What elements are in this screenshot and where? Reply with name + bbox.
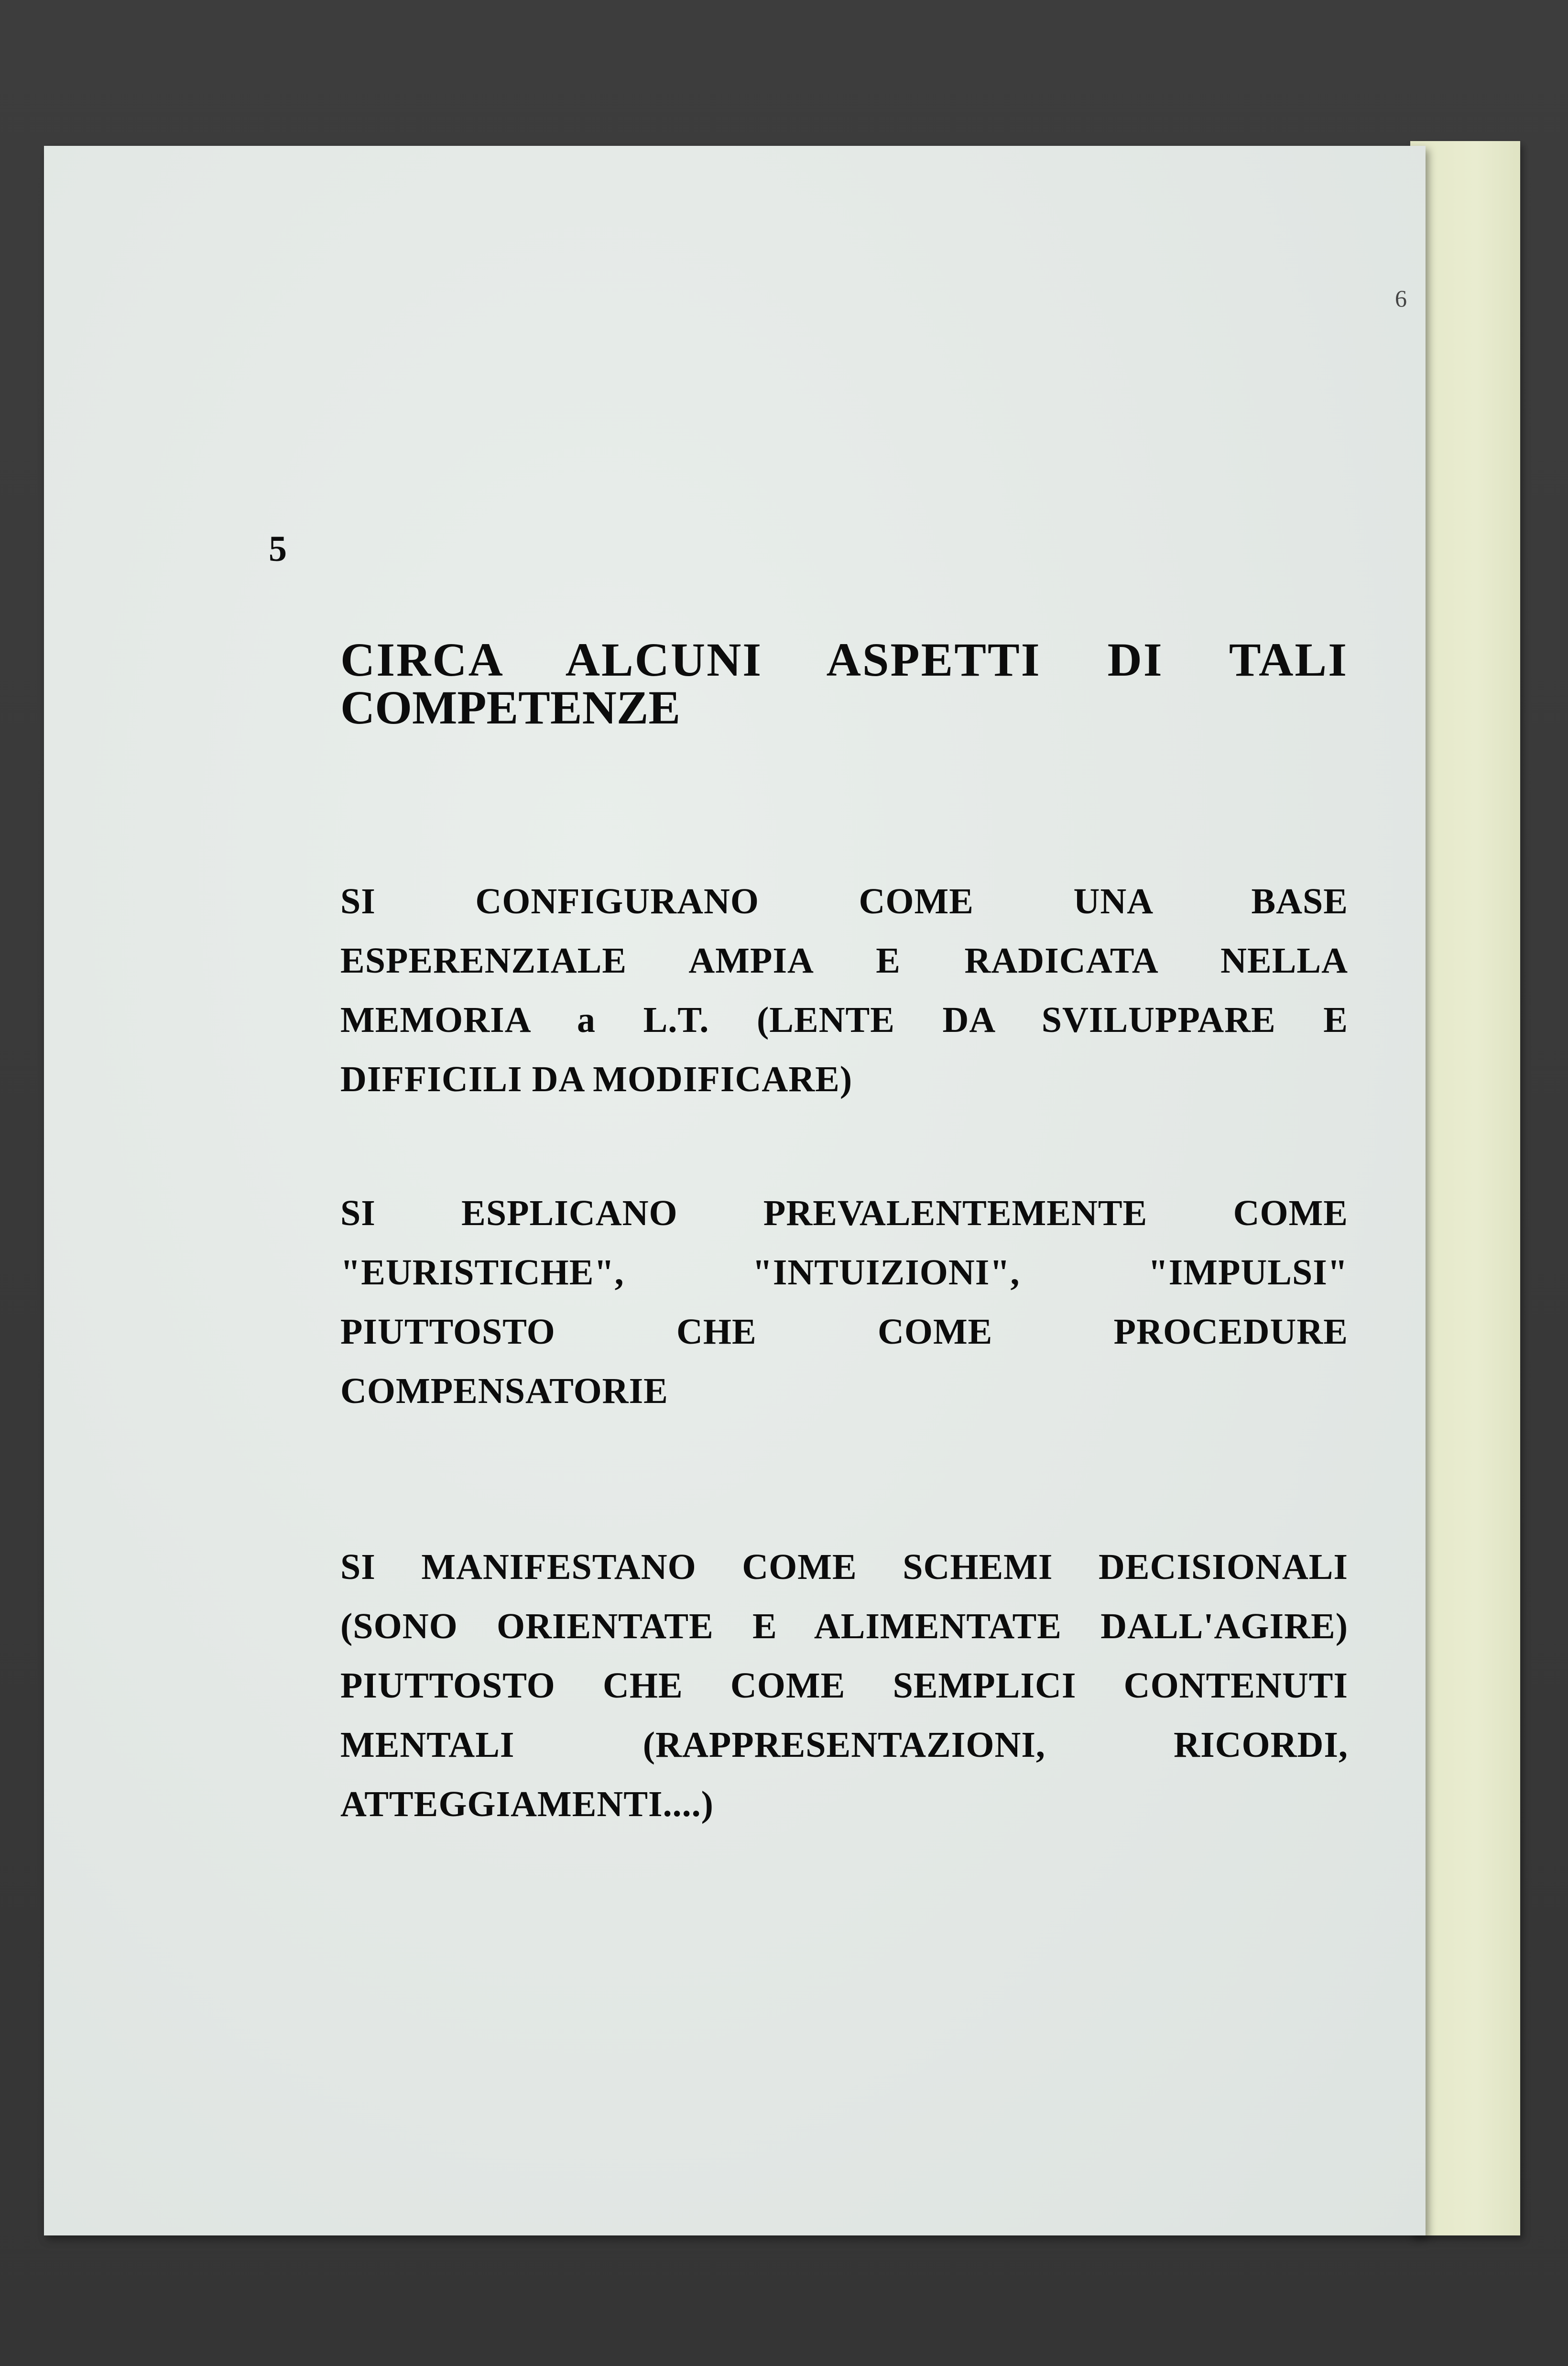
paragraph-line: COMPENSATORIE bbox=[340, 1371, 668, 1411]
paragraph-esplicano bbox=[340, 1183, 1348, 1421]
title-line: COMPETENZE bbox=[340, 681, 681, 734]
underlying-yellow-sheet bbox=[1410, 141, 1520, 2235]
paragraph-line: SI MANIFESTANO COME SCHEMI DECISIONALI bbox=[340, 1547, 1348, 1587]
page-corner-number: 6 bbox=[1395, 285, 1407, 312]
paragraph-line: ESPERENZIALE AMPIA E RADICATA NELLA bbox=[340, 941, 1348, 981]
paragraph-line: (SONO ORIENTATE E ALIMENTATE DALL'AGIRE) bbox=[340, 1606, 1348, 1646]
section-title bbox=[340, 633, 1348, 734]
paragraph-line: DIFFICILI DA MODIFICARE) bbox=[340, 1059, 853, 1099]
paragraph-line: "EURISTICHE", "INTUIZIONI", "IMPULSI" bbox=[340, 1252, 1348, 1293]
paragraph-line: SI CONFIGURANO COME UNA BASE bbox=[340, 881, 1348, 921]
paragraph-line: MEMORIA a L.T. (LENTE DA SVILUPPARE E bbox=[340, 1000, 1348, 1040]
section-number: 5 bbox=[269, 529, 287, 569]
paragraph-manifestano bbox=[340, 1537, 1348, 1834]
paragraph-line: SI ESPLICANO PREVALENTEMENTE COME bbox=[340, 1193, 1348, 1233]
paragraph-line: ATTEGGIAMENTI....) bbox=[340, 1784, 714, 1824]
paragraph-line: PIUTTOSTO CHE COME PROCEDURE bbox=[340, 1312, 1348, 1352]
title-line: CIRCA ALCUNI ASPETTI DI TALI bbox=[340, 633, 1348, 686]
paragraph-configurano bbox=[340, 872, 1348, 1109]
paragraph-line: MENTALI (RAPPRESENTAZIONI, RICORDI, bbox=[340, 1725, 1348, 1765]
document-page bbox=[44, 146, 1426, 2235]
paragraph-line: PIUTTOSTO CHE COME SEMPLICI CONTENUTI bbox=[340, 1665, 1348, 1706]
